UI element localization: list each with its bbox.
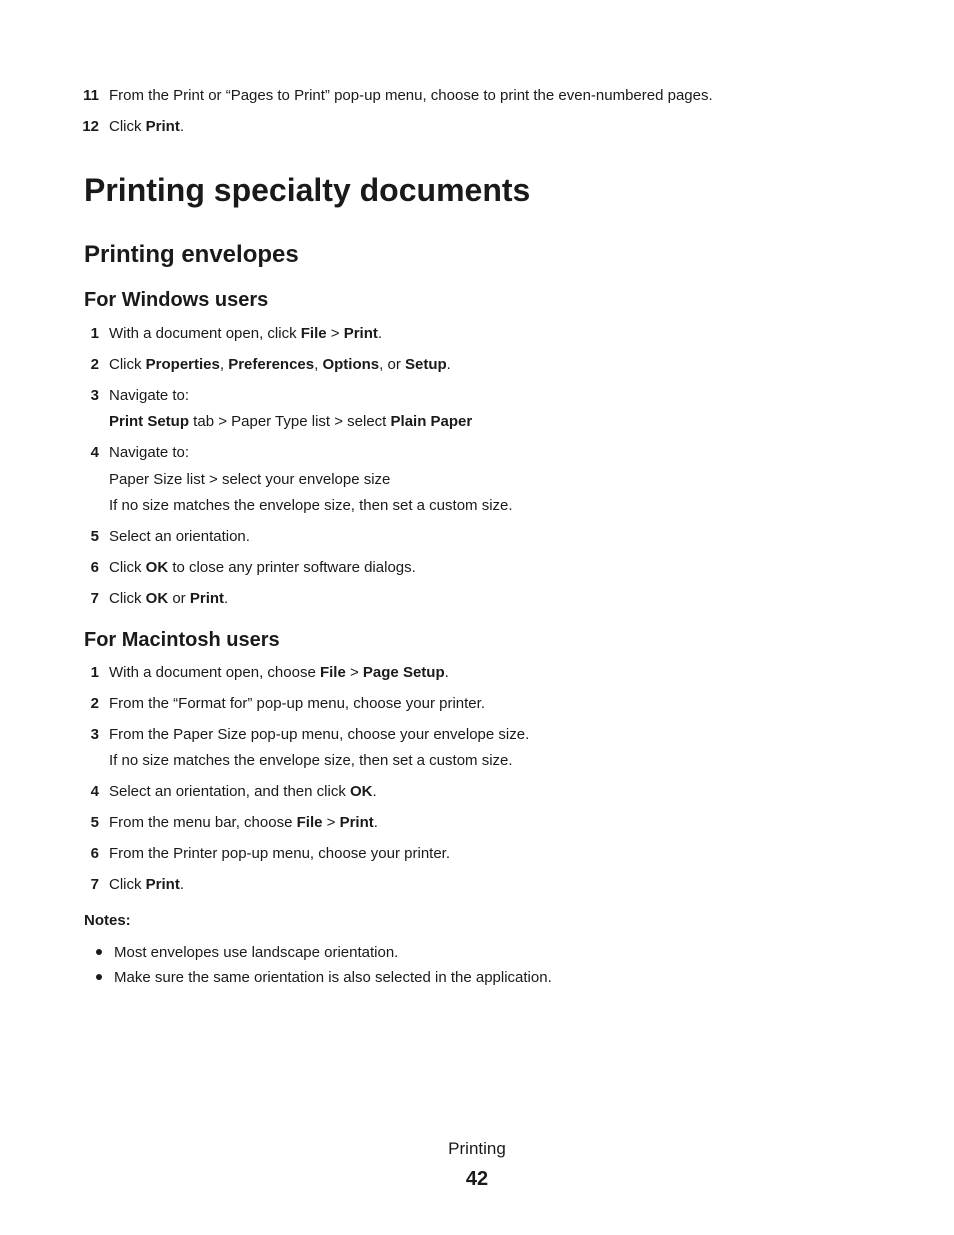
note-item: Make sure the same orientation is also selected in the application. (96, 968, 552, 988)
step-number: 5 (90, 528, 99, 545)
step-number: 7 (90, 876, 99, 893)
step-number: 4 (90, 783, 99, 800)
step-text: From the “Format for” pop-up menu, choose your printer. (109, 695, 485, 712)
notes-label: Notes: (84, 912, 131, 929)
step-text: Click Print. (109, 118, 185, 135)
step-text: Select an orientation. (109, 528, 250, 545)
step-number: 6 (90, 559, 99, 576)
section-heading: Printing envelopes (84, 241, 299, 268)
note-item: Most envelopes use landscape orientation. (96, 943, 398, 963)
step-number: 1 (90, 664, 99, 681)
step-text: Navigate to: (109, 387, 190, 404)
step-number: 12 (82, 118, 99, 135)
mac-step-3-note: If no size matches the envelope size, then set a custom size. (109, 752, 513, 769)
windows-step-3-detail: Print Setup tab > Paper Type list > select Plain Paper (109, 413, 473, 430)
step-number: 2 (90, 356, 99, 373)
windows-step-4-detail: Paper Size list > select your envelope size (109, 471, 391, 488)
step-text: Click OK to close any printer software dialogs. (109, 559, 416, 576)
step-text: With a document open, choose File > Page Setup. (109, 664, 449, 681)
footer-section-label: Printing (448, 1139, 506, 1158)
step-text: From the menu bar, choose File > Print. (109, 814, 378, 831)
step-number: 7 (90, 590, 99, 607)
step-number: 1 (90, 325, 99, 342)
step-number: 5 (90, 814, 99, 831)
bullet-icon (96, 974, 102, 980)
windows-heading: For Windows users (84, 289, 269, 311)
step-number: 11 (83, 87, 99, 104)
mac-heading: For Macintosh users (84, 629, 280, 651)
page-title: Printing specialty documents (84, 172, 531, 208)
step-text: Click Properties, Preferences, Options, or Setup. (109, 356, 451, 373)
step-text: From the Printer pop-up menu, choose your printer. (109, 845, 451, 862)
page-number: 42 (465, 1168, 489, 1190)
step-text: Navigate to: (109, 444, 190, 461)
step-number: 3 (90, 387, 99, 404)
step-number: 4 (90, 444, 99, 461)
step-number: 3 (90, 726, 99, 743)
step-text: Click OK or Print. (109, 590, 229, 607)
step-number: 2 (90, 695, 99, 712)
windows-step-4-note: If no size matches the envelope size, then set a custom size. (109, 497, 513, 514)
step-text: Click Print. (109, 876, 185, 893)
bullet-icon (96, 949, 102, 955)
step-text: From the Paper Size pop-up menu, choose your envelope size. (109, 726, 530, 743)
step-text: From the Print or “Pages to Print” pop-up menu, choose to print the even-numbered pages. (109, 87, 713, 104)
step-text: With a document open, click File > Print. (109, 325, 383, 342)
step-number: 6 (90, 845, 99, 862)
step-text: Select an orientation, and then click OK. (109, 783, 377, 800)
